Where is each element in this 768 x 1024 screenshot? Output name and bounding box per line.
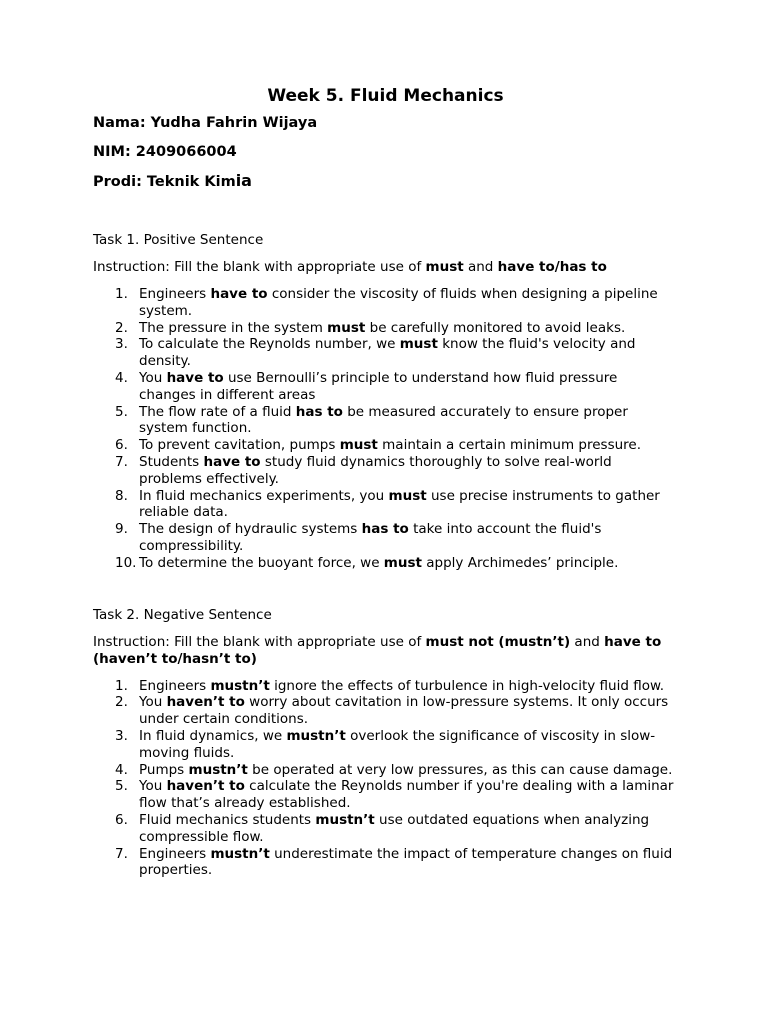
list-item [93, 370, 678, 404]
list-item-keyword: mustn’t [210, 677, 270, 694]
list-item-text: apply Archimedes’ principle. [421, 554, 619, 571]
list-item-keyword: mustn’t [315, 811, 375, 828]
list-item-text: In fluid dynamics, we [139, 727, 287, 744]
list-item-text: You [139, 694, 167, 711]
list-item-number: 2. [115, 694, 128, 711]
list-item-text: Engineers [139, 286, 211, 302]
list-item-keyword: has to [361, 521, 409, 538]
task-1-section [93, 232, 678, 572]
list-item [93, 678, 678, 695]
study-program [93, 172, 678, 191]
task-2-list [93, 678, 678, 880]
list-item-text: In fluid mechanics experiments, you [139, 487, 389, 504]
list-item-number: 7. [115, 845, 128, 862]
list-item-text: underestimate the impact of temperature changes on fluid properties. [139, 845, 673, 879]
list-item-number: 3. [115, 336, 128, 353]
list-item-keyword: haven’t to [166, 694, 245, 711]
list-item-number: 6. [115, 811, 128, 828]
task-1-list [93, 286, 678, 572]
list-item-text: You [139, 369, 167, 386]
student-nim: NIM: 2409066004 [93, 144, 237, 160]
list-item [93, 286, 678, 320]
list-item-keyword: have to [203, 453, 261, 470]
list-item [93, 846, 678, 880]
list-item [93, 437, 678, 454]
list-item [93, 521, 678, 555]
list-item-keyword: must [383, 554, 422, 571]
list-item-text: Engineers [139, 677, 211, 694]
list-item [93, 555, 678, 572]
task-2-section [93, 607, 678, 880]
list-item [93, 336, 678, 370]
list-item-keyword: mustn’t [286, 727, 346, 744]
list-item [93, 488, 678, 522]
instruction-keyword: must not (mustn’t) [425, 633, 571, 650]
list-item-text: worry about cavitation in low-pressure systems. It only occurs under certain conditions. [139, 694, 669, 728]
list-item-text: calculate the Reynolds number if you're dealing with a laminar flow that’s already established. [139, 778, 674, 812]
list-item-keyword: must [339, 437, 378, 454]
list-item [93, 454, 678, 488]
list-item-text: consider the viscosity of fluids when designing a pipeline system. [139, 286, 658, 319]
instruction-text: Instruction: Fill the blank with appropriate use of [93, 259, 426, 275]
list-item-number: 7. [115, 453, 128, 470]
instruction-keyword: have to (haven’t to/hasn’t to) [93, 633, 662, 667]
list-item-keyword: must [399, 336, 438, 353]
task-2-heading: Task 2. Negative Sentence [93, 606, 272, 623]
instruction-text: and [570, 633, 605, 650]
list-item-keyword: have to [166, 369, 224, 386]
list-item-text: use precise instruments to gather reliable data. [139, 487, 660, 521]
list-item-text: To determine the buoyant force, we [139, 554, 384, 571]
list-item-keyword: has to [295, 403, 343, 420]
document-title: Week 5. Fluid Mechanics [267, 86, 504, 106]
list-item-text: Pumps [139, 761, 189, 778]
instruction-keyword: have to/has to [497, 259, 607, 275]
list-item-text: use Bernoulli’s principle to understand how fluid pressure changes in different areas [139, 369, 618, 403]
list-item-text: know the fluid's velocity and density. [139, 336, 636, 370]
list-item-number: 4. [115, 369, 128, 386]
list-item-keyword: have to [210, 286, 268, 302]
list-item [93, 762, 678, 779]
list-item-text: be carefully monitored to avoid leaks. [365, 319, 626, 336]
list-item-text: use outdated equations when analyzing compressible flow. [139, 811, 650, 845]
instruction-keyword: must [425, 259, 464, 275]
list-item-number: 10. [115, 554, 137, 571]
list-item-text: overlook the significance of viscosity in slow-moving fluids. [139, 727, 656, 761]
student-name: Nama: Yudha Fahrin Wijaya [93, 115, 318, 131]
task-2-instruction [93, 634, 678, 668]
task-1-instruction [93, 259, 678, 276]
list-item [93, 320, 678, 337]
list-item-number: 3. [115, 727, 128, 744]
list-item-text: The flow rate of a fluid [139, 403, 296, 420]
list-item-keyword: mustn’t [210, 845, 270, 862]
list-item-text: be measured accurately to ensure proper system function. [139, 403, 628, 437]
list-item-text: Fluid mechanics students [139, 811, 316, 828]
list-item-text: You [139, 778, 167, 795]
list-item-number: 6. [115, 437, 128, 454]
list-item [93, 694, 678, 728]
task-1-heading: Task 1. Positive Sentence [93, 232, 264, 248]
list-item-number: 8. [115, 487, 128, 504]
list-item [93, 404, 678, 438]
instruction-text: Instruction: Fill the blank with appropriate use of [93, 633, 426, 650]
list-item-text: Engineers [139, 845, 211, 862]
list-item-text: be operated at very low pressures, as this can cause damage. [247, 761, 673, 778]
list-item [93, 728, 678, 762]
study-program-label: Prodi: Teknik Kim [93, 174, 236, 190]
list-item-keyword: must [388, 487, 427, 504]
list-item-text: take into account the fluid's compressibility. [139, 521, 602, 554]
list-item [93, 812, 678, 846]
list-item-number: 2. [115, 319, 128, 336]
list-item-number: 1. [115, 677, 128, 694]
study-program-tail: ia [235, 171, 252, 190]
list-item-keyword: haven’t to [166, 778, 245, 795]
list-item-number: 1. [115, 286, 128, 302]
list-item-text: The pressure in the system [139, 319, 328, 336]
list-item-text: ignore the effects of turbulence in high-velocity fluid flow. [269, 677, 665, 694]
list-item-text: The design of hydraulic systems [139, 521, 362, 538]
document-page [93, 86, 678, 879]
list-item-text: maintain a certain minimum pressure. [377, 437, 642, 454]
list-item-text: Students [139, 453, 204, 470]
list-item-text: To calculate the Reynolds number, we [139, 336, 400, 353]
list-item-number: 9. [115, 521, 128, 538]
list-item-number: 4. [115, 761, 128, 778]
list-item-number: 5. [115, 403, 128, 420]
list-item [93, 778, 678, 812]
list-item-keyword: must [327, 319, 366, 336]
list-item-number: 5. [115, 778, 128, 795]
list-item-text: study fluid dynamics thoroughly to solve real-world problems effectively. [139, 453, 612, 487]
list-item-text: To prevent cavitation, pumps [139, 437, 340, 454]
list-item-keyword: mustn’t [188, 761, 248, 778]
instruction-text: and [463, 259, 498, 275]
